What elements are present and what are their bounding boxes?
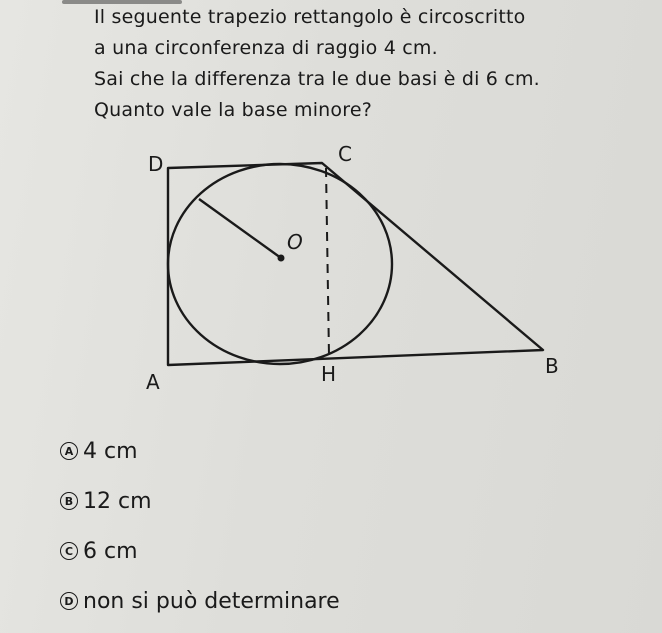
- option-c[interactable]: [60, 526, 340, 576]
- option-letter-badge: B: [60, 492, 78, 510]
- label-D: D: [148, 152, 164, 176]
- question-line: Sai che la differenza tra le due basi è di 6 cm.: [94, 68, 540, 90]
- question-line: a una circonferenza di raggio 4 cm.: [94, 37, 438, 59]
- option-letter-badge: A: [60, 442, 78, 460]
- option-letter-badge: C: [60, 542, 78, 560]
- option-letter-badge: D: [60, 592, 78, 610]
- question-line: Il seguente trapezio rettangolo è circoscritto: [94, 6, 526, 28]
- inscribed-circle: [168, 164, 392, 364]
- option-b[interactable]: [60, 476, 340, 526]
- question-line: Quanto vale la base minore?: [94, 99, 373, 121]
- option-a[interactable]: [60, 426, 340, 476]
- center-point: [278, 255, 285, 262]
- trapezoid-shape: [168, 163, 543, 365]
- label-O: O: [287, 230, 303, 254]
- option-text: non si può determinare: [83, 588, 340, 614]
- radius-segment: [199, 199, 281, 258]
- option-text: 6 cm: [83, 538, 138, 564]
- height-dashed-line: [326, 168, 329, 356]
- label-H: H: [321, 362, 337, 386]
- label-A: A: [146, 370, 160, 394]
- answer-options: [60, 426, 340, 626]
- label-B: B: [545, 354, 559, 378]
- option-text: 4 cm: [83, 438, 138, 464]
- option-d[interactable]: [60, 576, 340, 626]
- label-C: C: [338, 142, 352, 166]
- option-text: 12 cm: [83, 488, 152, 514]
